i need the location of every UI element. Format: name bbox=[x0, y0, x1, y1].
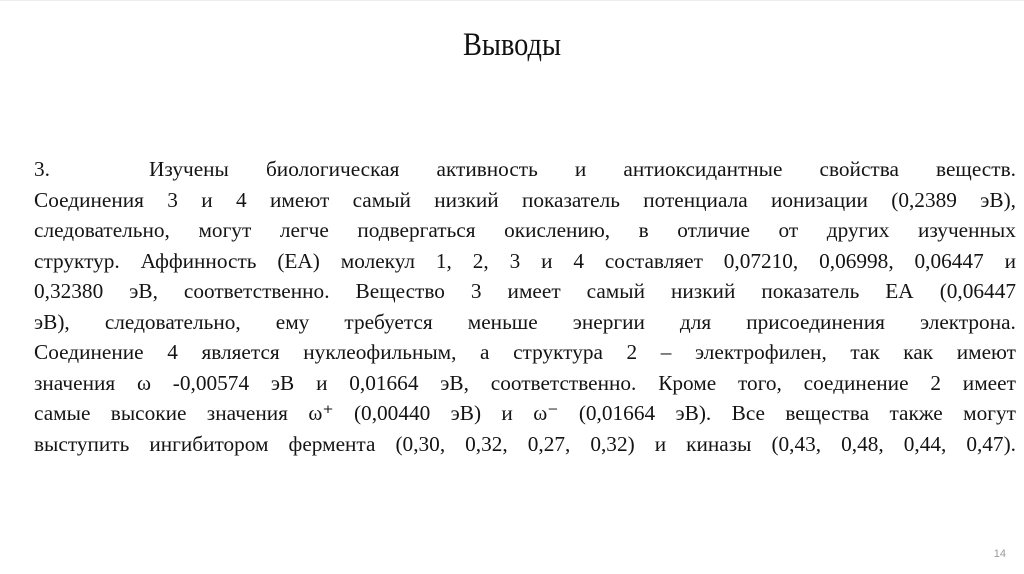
word: нуклеофильным, bbox=[303, 340, 457, 364]
word: эВ). bbox=[675, 401, 712, 425]
word: следовательно, bbox=[34, 218, 170, 242]
word: эВ, bbox=[129, 279, 158, 303]
word: 3 bbox=[509, 248, 521, 273]
word: 0,32380 bbox=[34, 279, 104, 303]
word: выступить bbox=[34, 431, 130, 456]
word: активность bbox=[436, 157, 538, 181]
word: является bbox=[201, 340, 280, 364]
word: изученных bbox=[917, 218, 1016, 242]
word: 4 bbox=[236, 187, 247, 212]
word: имеют bbox=[270, 187, 330, 212]
word: 4 bbox=[573, 248, 584, 273]
word: 0,06998, bbox=[819, 248, 894, 273]
word: самые bbox=[34, 401, 91, 425]
word: могут bbox=[198, 218, 252, 242]
word: Все bbox=[731, 401, 765, 425]
word: и bbox=[541, 248, 553, 273]
word: (0,00440 bbox=[353, 401, 431, 425]
word: имеет bbox=[962, 370, 1016, 395]
word: того, bbox=[738, 370, 782, 395]
word: ω⁺ bbox=[308, 401, 334, 425]
word: имеет bbox=[507, 279, 561, 303]
word: Изучены bbox=[149, 157, 229, 181]
word: и bbox=[654, 431, 667, 456]
word: (0,43, bbox=[771, 431, 822, 456]
paragraph-line-9 bbox=[34, 398, 1016, 429]
word: фермента bbox=[288, 431, 376, 456]
word: могут bbox=[963, 401, 1016, 425]
word: электрона. bbox=[919, 309, 1016, 334]
word: и bbox=[501, 401, 513, 425]
word: легче bbox=[279, 218, 329, 242]
word: показатель bbox=[761, 279, 860, 303]
word: значения bbox=[34, 370, 116, 395]
word: показатель bbox=[521, 187, 620, 212]
word: подвергаться bbox=[357, 218, 476, 242]
word: а bbox=[480, 340, 490, 364]
word: – bbox=[660, 340, 672, 364]
paragraph-line-2 bbox=[34, 185, 1016, 216]
word: ω bbox=[136, 370, 151, 395]
word: Кроме bbox=[658, 370, 717, 395]
word: и bbox=[201, 187, 213, 212]
word: присоединения bbox=[746, 309, 885, 334]
word: (0,01664 bbox=[578, 401, 656, 425]
word: соответственно. bbox=[183, 279, 330, 303]
word: отличие bbox=[677, 218, 750, 242]
word: значения bbox=[206, 401, 288, 425]
word: высокие bbox=[110, 401, 187, 425]
word: в bbox=[638, 218, 649, 242]
word: 4 bbox=[167, 340, 178, 364]
word: эВ bbox=[270, 370, 295, 395]
word: структур. bbox=[34, 248, 120, 273]
page-number: 14 bbox=[993, 548, 1006, 560]
word: 0,44, bbox=[903, 431, 947, 456]
word: (ЕА) bbox=[277, 248, 320, 273]
paragraph-line-7 bbox=[34, 337, 1016, 368]
word: (0,30, bbox=[395, 431, 446, 456]
word: так bbox=[850, 340, 880, 364]
word: также bbox=[889, 401, 943, 425]
word: Соединения bbox=[34, 187, 144, 212]
word: 0,32, bbox=[465, 431, 508, 456]
paragraph-line-1 bbox=[34, 154, 1016, 185]
word: от bbox=[778, 218, 799, 242]
word: 0,48, bbox=[841, 431, 884, 456]
word: низкий bbox=[434, 187, 499, 212]
word: 3 bbox=[470, 279, 482, 303]
word: антиоксидантные bbox=[623, 157, 783, 181]
word: киназы bbox=[686, 431, 752, 456]
word: эВ, bbox=[440, 370, 469, 395]
word: соединение bbox=[803, 370, 909, 395]
word: веществ. bbox=[936, 157, 1016, 181]
word: энергии bbox=[572, 309, 645, 334]
word: вещества bbox=[785, 401, 870, 425]
word: молекул bbox=[340, 248, 416, 273]
word: 3 bbox=[167, 187, 178, 212]
word: 0,07210, bbox=[723, 248, 799, 273]
word: 0,27, bbox=[527, 431, 571, 456]
word: свойства bbox=[819, 157, 899, 181]
word: 0,01664 bbox=[349, 370, 419, 395]
word: следовательно, bbox=[104, 309, 241, 334]
word: 0,32) bbox=[590, 431, 635, 456]
word: структура bbox=[513, 340, 603, 364]
word: электрофилен, bbox=[695, 340, 827, 364]
word: 1, bbox=[435, 248, 452, 273]
word: 2 bbox=[626, 340, 638, 364]
word: требуется bbox=[344, 309, 433, 334]
word: самый bbox=[586, 279, 645, 303]
conclusion-paragraph bbox=[34, 154, 1016, 459]
word: как bbox=[903, 340, 934, 364]
item-number: 3. bbox=[34, 157, 50, 181]
word: ему bbox=[275, 309, 310, 334]
word: соответственно. bbox=[490, 370, 637, 395]
word: 2 bbox=[930, 370, 941, 395]
word: 0,06447 bbox=[914, 248, 984, 273]
word: -0,00574 bbox=[172, 370, 250, 395]
word: составляет bbox=[604, 248, 703, 273]
word: потенциала bbox=[643, 187, 748, 212]
word: ингибитором bbox=[149, 431, 269, 456]
word: ω⁻ bbox=[533, 401, 559, 425]
word: ионизации bbox=[771, 187, 868, 212]
paragraph-line-6 bbox=[34, 307, 1016, 338]
word: эВ), bbox=[980, 187, 1016, 212]
paragraph-line-text bbox=[149, 154, 1016, 185]
word: Вещество bbox=[355, 279, 445, 303]
slide-title: Выводы bbox=[462, 27, 562, 63]
paragraph-line-8 bbox=[34, 368, 1016, 399]
word: 2, bbox=[472, 248, 489, 273]
word: окислению, bbox=[504, 218, 611, 242]
word: низкий bbox=[671, 279, 736, 303]
word: эВ) bbox=[450, 401, 482, 425]
word: Соединение bbox=[34, 340, 144, 364]
word: и bbox=[574, 157, 587, 181]
paragraph-line-4 bbox=[34, 246, 1016, 277]
word: других bbox=[826, 218, 890, 242]
word: и bbox=[1004, 248, 1016, 273]
word: меньше bbox=[467, 309, 538, 334]
word: ЕА bbox=[885, 279, 914, 303]
word: для bbox=[679, 309, 712, 334]
word: и bbox=[316, 370, 328, 395]
word: (0,06447 bbox=[939, 279, 1016, 303]
word: 0,47). bbox=[966, 431, 1016, 456]
paragraph-line-10 bbox=[34, 429, 1016, 460]
paragraph-line-5 bbox=[34, 276, 1016, 307]
paragraph-line-3 bbox=[34, 215, 1016, 246]
word: (0,2389 bbox=[891, 187, 957, 212]
word: имеют bbox=[956, 340, 1016, 364]
word: биологическая bbox=[265, 157, 400, 181]
word: Аффинность bbox=[140, 248, 257, 273]
word: самый bbox=[352, 187, 411, 212]
word: эВ), bbox=[34, 309, 70, 334]
